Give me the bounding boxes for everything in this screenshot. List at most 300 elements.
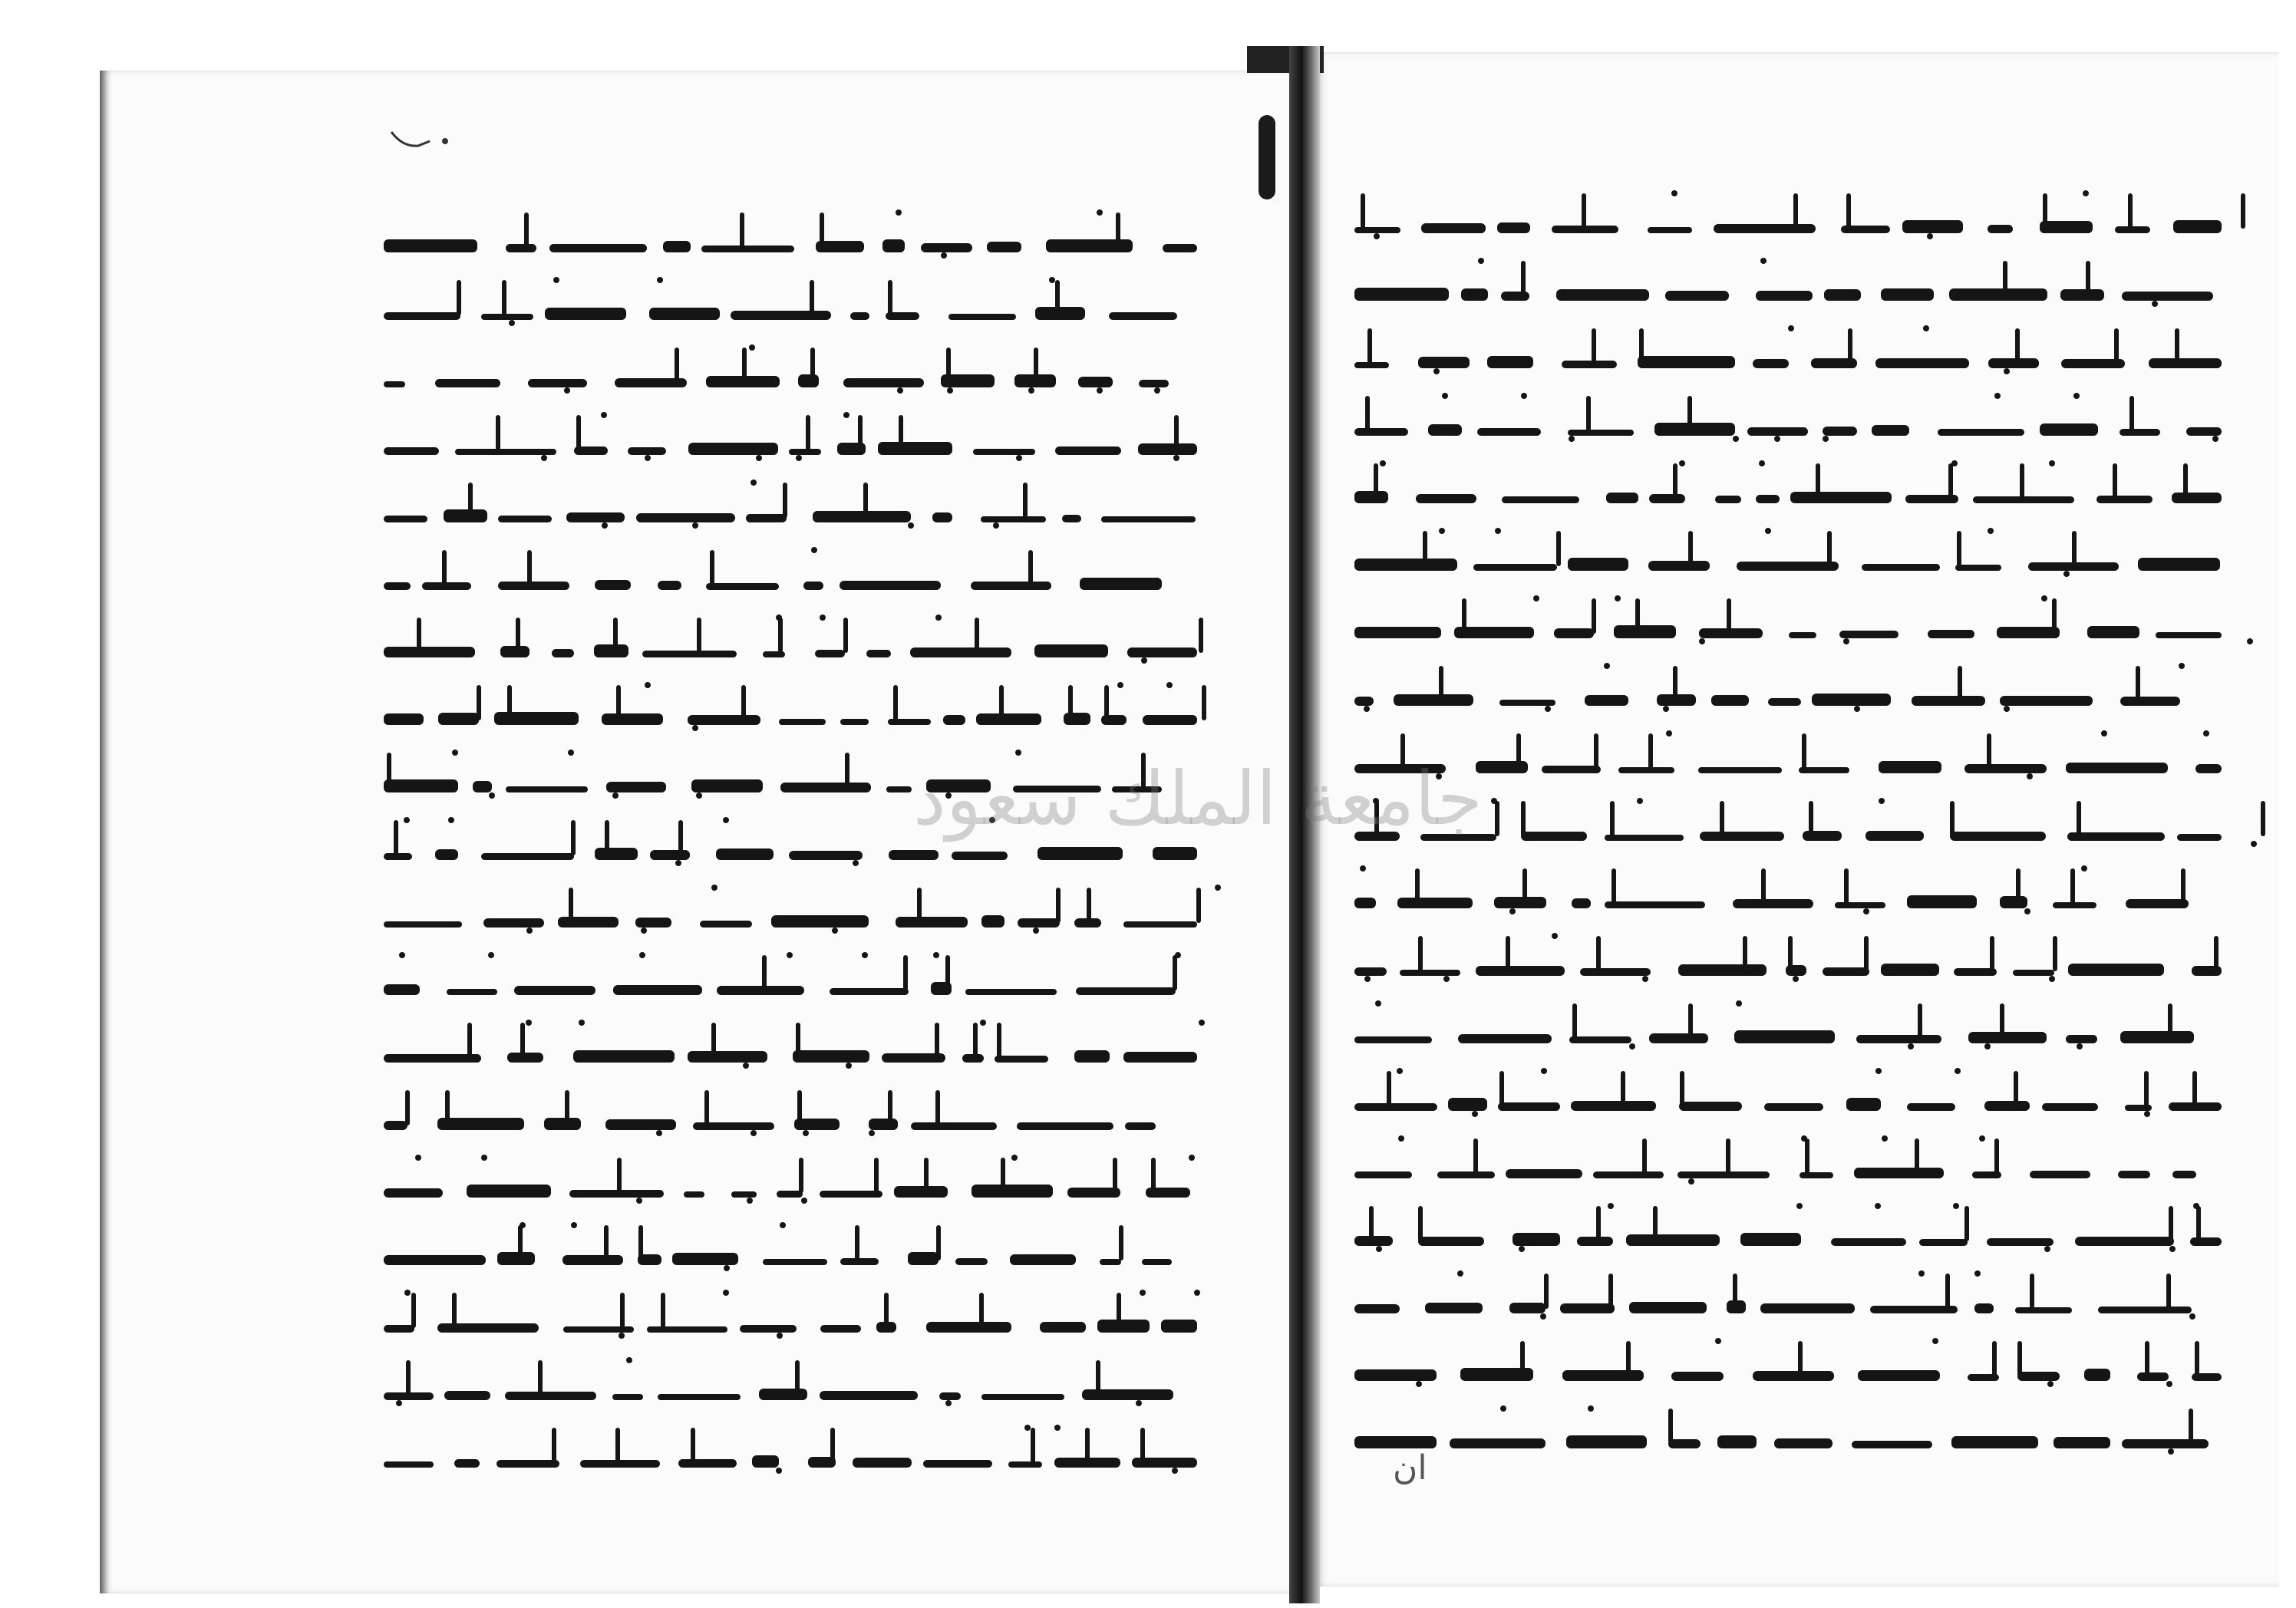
ink-dot: [1540, 1313, 1546, 1320]
ink-stroke: [384, 312, 460, 320]
ink-dot: [1140, 1290, 1146, 1296]
ink-stroke: [1010, 1254, 1076, 1265]
ink-dot: [1615, 595, 1621, 601]
ink-stroke: [1476, 966, 1565, 976]
ink-ascender: [899, 415, 903, 450]
ink-ascender: [2077, 801, 2081, 836]
ink-ascender: [1423, 531, 1427, 566]
ink-stroke: [1080, 578, 1162, 590]
ink-stroke: [1756, 495, 1780, 503]
ink-stroke: [1568, 430, 1634, 436]
ink-ascender: [1521, 801, 1526, 836]
manuscript-line: [384, 271, 1197, 338]
ink-dot: [2073, 393, 2080, 399]
ink-stroke: [688, 1051, 767, 1063]
ink-ascender: [2175, 328, 2179, 364]
ink-stroke: [987, 242, 1021, 252]
ink-stroke: [882, 239, 905, 252]
ink-stroke: [455, 449, 556, 455]
ink-dot: [933, 952, 939, 958]
ink-ascender: [2183, 463, 2188, 499]
ink-stroke: [1421, 223, 1486, 233]
ink-ascender: [1918, 1003, 1922, 1039]
ink-stroke: [1753, 359, 1789, 368]
ink-stroke: [878, 442, 952, 455]
ink-stroke: [2122, 1439, 2209, 1448]
ink-stroke: [635, 918, 671, 928]
ink-ascender: [1805, 1138, 1809, 1174]
ink-ascender: [452, 1293, 457, 1328]
ink-dot: [750, 1130, 757, 1136]
ink-ascender: [830, 1428, 835, 1463]
ink-dot: [1519, 1246, 1525, 1252]
ink-stroke: [1037, 847, 1123, 860]
ink-ascender: [2144, 1071, 2149, 1106]
ink-dot: [1375, 1000, 1381, 1007]
manuscript-line: [384, 541, 1197, 608]
ink-stroke: [1074, 1050, 1110, 1063]
ink-stroke: [1572, 898, 1591, 908]
ink-stroke: [613, 985, 702, 995]
ink-dot: [2179, 663, 2185, 669]
ink-dot: [1875, 1203, 1881, 1209]
ink-ascender: [843, 618, 848, 653]
ink-stroke: [943, 715, 965, 725]
ink-dot: [897, 387, 903, 394]
ink-ascender: [1727, 598, 1731, 634]
ink-stroke: [498, 516, 552, 522]
ink-ascender: [2086, 261, 2090, 296]
ink-stroke: [1823, 427, 1857, 436]
ink-stroke: [2120, 697, 2180, 706]
ink-dot: [1984, 1043, 1991, 1049]
ink-dot: [711, 885, 718, 891]
ink-dot: [1843, 638, 1849, 644]
ink-ascender: [975, 618, 979, 653]
ink-ascender: [863, 483, 868, 518]
manuscript-line: [1354, 1197, 2222, 1264]
binding-thread: [1259, 115, 1275, 199]
ink-stroke: [2087, 626, 2139, 638]
ink-stroke: [2067, 832, 2165, 841]
ink-ascender: [417, 618, 421, 653]
ink-dot: [2212, 436, 2218, 442]
ink-stroke: [1649, 1033, 1708, 1043]
ink-ascender: [2195, 1341, 2199, 1376]
ink-dot: [2044, 1246, 2050, 1252]
ink-stroke: [701, 245, 794, 252]
ink-stroke: [1580, 968, 1651, 976]
ink-stroke: [820, 1191, 882, 1198]
ink-stroke: [1354, 559, 1457, 571]
ink-ascender: [1087, 888, 1091, 923]
ink-stroke: [2017, 1372, 2060, 1381]
ink-dot: [675, 860, 681, 866]
ink-ascender: [1592, 598, 1596, 634]
ink-ascender: [2000, 1003, 2004, 1039]
ink-dot: [776, 615, 782, 621]
ink-stroke: [1354, 1036, 1432, 1043]
ink-ascender: [569, 888, 573, 923]
ink-ascender: [411, 1293, 416, 1328]
ink-stroke: [1161, 1320, 1197, 1333]
ink-ascender: [741, 685, 746, 720]
ink-stroke: [1737, 562, 1839, 571]
ink-stroke: [672, 1253, 738, 1265]
ink-stroke: [1951, 1436, 2038, 1448]
ink-stroke: [1513, 1233, 1560, 1246]
ink-stroke: [995, 1056, 1048, 1063]
manuscript-line: [1354, 184, 2222, 252]
ink-ascender: [1687, 396, 1692, 431]
ink-ascender: [2192, 1071, 2197, 1106]
manuscript-line: [384, 676, 1197, 743]
ink-ascender: [1418, 936, 1423, 971]
ink-dot: [724, 1265, 730, 1271]
ink-dot: [404, 817, 410, 823]
ink-dot: [1364, 976, 1371, 982]
ink-ascender: [1639, 328, 1644, 364]
ink-stroke: [972, 1185, 1053, 1198]
ink-ascender: [820, 213, 824, 248]
ink-stroke: [1143, 715, 1197, 725]
ink-stroke: [830, 988, 909, 995]
ink-stroke: [981, 1394, 1064, 1400]
ink-stroke: [2060, 289, 2104, 301]
ink-ascender: [1809, 801, 1813, 836]
ink-stroke: [1668, 1439, 1701, 1448]
ink-dot: [1736, 1000, 1742, 1007]
ink-ascender: [1055, 280, 1060, 315]
ink-stroke: [2000, 896, 2027, 908]
ink-ascender: [1173, 955, 1177, 990]
ink-ascender: [1387, 1071, 1391, 1106]
ink-dot: [1541, 1068, 1547, 1074]
ink-dot: [1688, 1178, 1694, 1185]
ink-stroke: [759, 1389, 807, 1400]
ink-dot: [980, 1020, 986, 1026]
ink-ascender: [1864, 936, 1869, 971]
ink-dot: [1545, 706, 1551, 712]
ink-ascender: [946, 348, 951, 383]
ink-stroke: [500, 646, 529, 657]
ink-stroke: [981, 915, 1004, 928]
ink-dot: [2027, 773, 2033, 779]
ink-dot: [747, 1198, 753, 1204]
ink-stroke: [384, 582, 411, 590]
ink-ascender: [2072, 531, 2077, 566]
ink-dot: [448, 817, 454, 823]
ink-ascender: [1608, 1274, 1613, 1309]
ink-stroke: [1542, 766, 1601, 773]
ink-dot: [657, 277, 663, 283]
ink-dot: [2166, 1381, 2172, 1387]
ink-stroke: [2000, 696, 2093, 706]
ink-stroke: [1473, 564, 1557, 571]
ink-stroke: [1400, 970, 1460, 976]
ink-stroke: [473, 781, 492, 792]
right-page-text: [1354, 184, 2222, 1442]
ink-ascender: [507, 685, 512, 720]
manuscript-line: [1354, 994, 2222, 1062]
ink-ascender: [874, 1158, 879, 1193]
manuscript-line: [1354, 589, 2222, 657]
ink-dot: [777, 1333, 783, 1339]
ink-stroke: [1753, 1371, 1834, 1381]
ink-stroke: [1585, 695, 1628, 706]
ink-stroke: [763, 1259, 827, 1265]
ink-dot: [908, 522, 914, 529]
ink-ascender: [1992, 1341, 1997, 1376]
ink-ascender: [2166, 1274, 2171, 1309]
ink-stroke: [1569, 1036, 1631, 1043]
ink-ascender: [917, 888, 922, 923]
ink-stroke: [1964, 764, 2047, 773]
ink-ascender: [973, 1023, 978, 1058]
ink-ascender: [1361, 193, 1365, 229]
ink-stroke: [2156, 632, 2222, 638]
ink-ascender: [1516, 733, 1521, 769]
ink-ascender: [1846, 193, 1851, 229]
ink-ascender: [1945, 1274, 1950, 1309]
ink-dot: [1604, 663, 1610, 669]
ink-stroke: [1593, 1171, 1664, 1178]
manuscript-line: [1354, 1129, 2222, 1197]
ink-stroke: [948, 314, 1016, 320]
ink-ascender: [1374, 463, 1378, 499]
ink-ascender: [2214, 936, 2218, 971]
ink-ascender: [999, 685, 1004, 720]
ink-ascender: [1556, 531, 1561, 566]
ink-stroke: [1127, 647, 1197, 657]
ink-dot: [2101, 730, 2107, 736]
ink-ascender: [1034, 348, 1038, 383]
ink-stroke: [932, 512, 952, 522]
ink-ascender: [2015, 328, 2020, 364]
ink-stroke: [820, 1391, 918, 1400]
ink-dot: [520, 1222, 526, 1228]
ink-ascender: [1948, 463, 1953, 499]
ink-dot: [2189, 1313, 2195, 1320]
ink-stroke: [497, 1252, 535, 1265]
ink-stroke: [1101, 516, 1196, 522]
ink-stroke: [444, 1391, 490, 1400]
ink-dot: [947, 387, 953, 394]
ink-stroke: [1907, 1103, 1955, 1111]
ink-stroke: [853, 1458, 912, 1468]
ink-stroke: [1354, 898, 1376, 908]
ink-dot: [2169, 1246, 2176, 1252]
ink-stroke: [1109, 312, 1177, 320]
ink-stroke: [1846, 1098, 1881, 1111]
ink-dot: [1788, 325, 1794, 331]
ink-ascender: [1798, 1341, 1803, 1376]
ink-ascender: [884, 1293, 889, 1328]
ink-ascender: [2241, 193, 2245, 229]
ink-ascender: [496, 415, 500, 450]
ink-stroke: [2118, 1171, 2150, 1178]
ink-ascender: [2052, 598, 2057, 634]
ink-stroke: [642, 651, 737, 657]
ink-dot: [1875, 1068, 1882, 1074]
ink-stroke: [506, 786, 588, 792]
ink-dot: [1141, 657, 1147, 664]
ink-dot: [656, 1130, 662, 1136]
ink-stroke: [1448, 1098, 1487, 1111]
ink-dot: [1521, 393, 1527, 399]
ink-stroke: [2195, 764, 2222, 773]
ink-ascender: [457, 280, 461, 315]
ink-stroke: [1831, 1238, 1906, 1246]
ink-dot: [935, 615, 942, 621]
ink-dot: [1533, 595, 1539, 601]
ink-stroke: [1497, 222, 1530, 233]
ink-ascender: [638, 1225, 643, 1260]
manuscript-line: [1354, 724, 2222, 792]
ink-stroke: [594, 644, 628, 657]
ink-ascender: [1572, 1003, 1577, 1039]
ink-dot: [1097, 387, 1103, 394]
ink-dot: [1166, 682, 1173, 688]
ink-stroke: [2115, 226, 2150, 233]
ink-dot: [2203, 730, 2209, 736]
ink-ascender: [1439, 666, 1443, 701]
manuscript-line: [1354, 927, 2222, 994]
ink-dot: [541, 455, 547, 461]
ink-stroke: [1768, 698, 1801, 706]
ink-dot: [2251, 841, 2257, 847]
ink-stroke: [2137, 1372, 2169, 1381]
ink-stroke: [1018, 918, 1060, 928]
ink-ascender: [924, 1158, 929, 1193]
manuscript-line: [384, 1216, 1197, 1283]
ink-dot: [1979, 1135, 1985, 1142]
ink-stroke: [2173, 220, 2222, 233]
ink-ascender: [552, 1428, 556, 1463]
ink-ascender: [810, 280, 814, 315]
ink-stroke: [2066, 763, 2168, 773]
ink-stroke: [981, 516, 1046, 522]
ink-stroke: [544, 1118, 581, 1130]
ink-dot: [1765, 528, 1771, 534]
ink-stroke: [1017, 1122, 1113, 1130]
ink-ascender: [2030, 1274, 2034, 1309]
ink-dot: [1380, 460, 1386, 466]
ink-ascender: [2145, 1341, 2149, 1376]
ink-dot: [945, 1400, 952, 1406]
ink-stroke: [1354, 1369, 1437, 1381]
ink-stroke: [896, 917, 968, 928]
ink-stroke: [1138, 443, 1197, 455]
ink-ascender: [406, 1360, 411, 1395]
ink-stroke: [815, 650, 845, 657]
ink-dot: [1478, 258, 1484, 264]
ink-stroke: [1125, 1122, 1156, 1130]
ink-ascender: [2003, 261, 2007, 296]
ink-stroke: [647, 1326, 727, 1333]
ink-dot: [1629, 1043, 1635, 1049]
ink-dot: [1175, 952, 1181, 958]
ink-stroke: [1605, 835, 1684, 841]
ink-ascender: [1915, 1138, 1919, 1174]
ink-ascender: [704, 1090, 709, 1125]
ink-ascender: [1520, 1341, 1525, 1376]
ink-ascender: [604, 1225, 609, 1260]
ink-dot: [1679, 460, 1685, 466]
ink-ascender: [903, 955, 908, 990]
ink-dot: [1374, 233, 1380, 239]
ink-ascender: [1586, 396, 1591, 431]
ink-stroke: [384, 447, 439, 455]
ink-dot: [1955, 1068, 1961, 1074]
ink-stroke: [2190, 1237, 2222, 1246]
ink-dot: [1024, 1425, 1031, 1431]
ink-stroke: [1354, 1304, 1400, 1313]
ink-ascender: [605, 820, 609, 855]
ink-ascender: [1522, 868, 1527, 904]
ink-ascender: [691, 1428, 695, 1463]
ink-ascender: [620, 1293, 625, 1328]
ink-stroke: [1556, 289, 1649, 301]
ink-ascender: [1621, 1071, 1625, 1106]
ink-dot: [776, 1468, 782, 1474]
manuscript-line: [1354, 1399, 2222, 1467]
ink-dot: [1637, 798, 1643, 804]
ink-dot: [626, 1357, 632, 1363]
ink-stroke: [789, 449, 821, 455]
ink-stroke: [1760, 1303, 1855, 1313]
ink-stroke: [1428, 424, 1462, 436]
ink-stroke: [1907, 895, 1977, 908]
ink-ascender: [2136, 666, 2140, 701]
ink-ascender: [888, 280, 892, 315]
ink-dot: [601, 412, 607, 418]
ink-dot: [1552, 933, 1558, 939]
ink-ascender: [945, 955, 950, 990]
ink-ascender: [1848, 328, 1852, 364]
catchword: ان: [1393, 1448, 1427, 1488]
ink-ascender: [1673, 666, 1677, 701]
manuscript-line: [1354, 859, 2222, 927]
ink-ascender: [1635, 598, 1640, 634]
ink-dot: [2168, 1448, 2174, 1455]
ink-ascender: [678, 820, 683, 855]
ink-stroke: [1076, 987, 1176, 995]
ink-stroke: [483, 918, 544, 928]
manuscript-line: [384, 1419, 1197, 1486]
ink-stroke: [1418, 357, 1470, 368]
ink-stroke: [1163, 244, 1197, 252]
ink-stroke: [1458, 1034, 1552, 1043]
ink-ascender: [1594, 733, 1598, 769]
ink-stroke: [1881, 964, 1939, 976]
ink-ascender: [1733, 1274, 1737, 1309]
ink-ascender: [1688, 1003, 1693, 1039]
ink-stroke: [731, 311, 831, 320]
ink-dot: [2041, 595, 2047, 601]
folio-number-mark: [388, 124, 457, 155]
ink-stroke: [894, 1186, 948, 1198]
manuscript-line: [1354, 252, 2222, 319]
ink-stroke: [602, 713, 663, 725]
ink-dot: [2247, 638, 2253, 644]
ink-stroke: [438, 713, 479, 725]
ink-dot: [2049, 460, 2055, 466]
ink-ascender: [1116, 213, 1120, 248]
ink-ascender: [697, 618, 701, 653]
ink-stroke: [1450, 1438, 1546, 1448]
ink-ascender: [445, 1090, 450, 1125]
